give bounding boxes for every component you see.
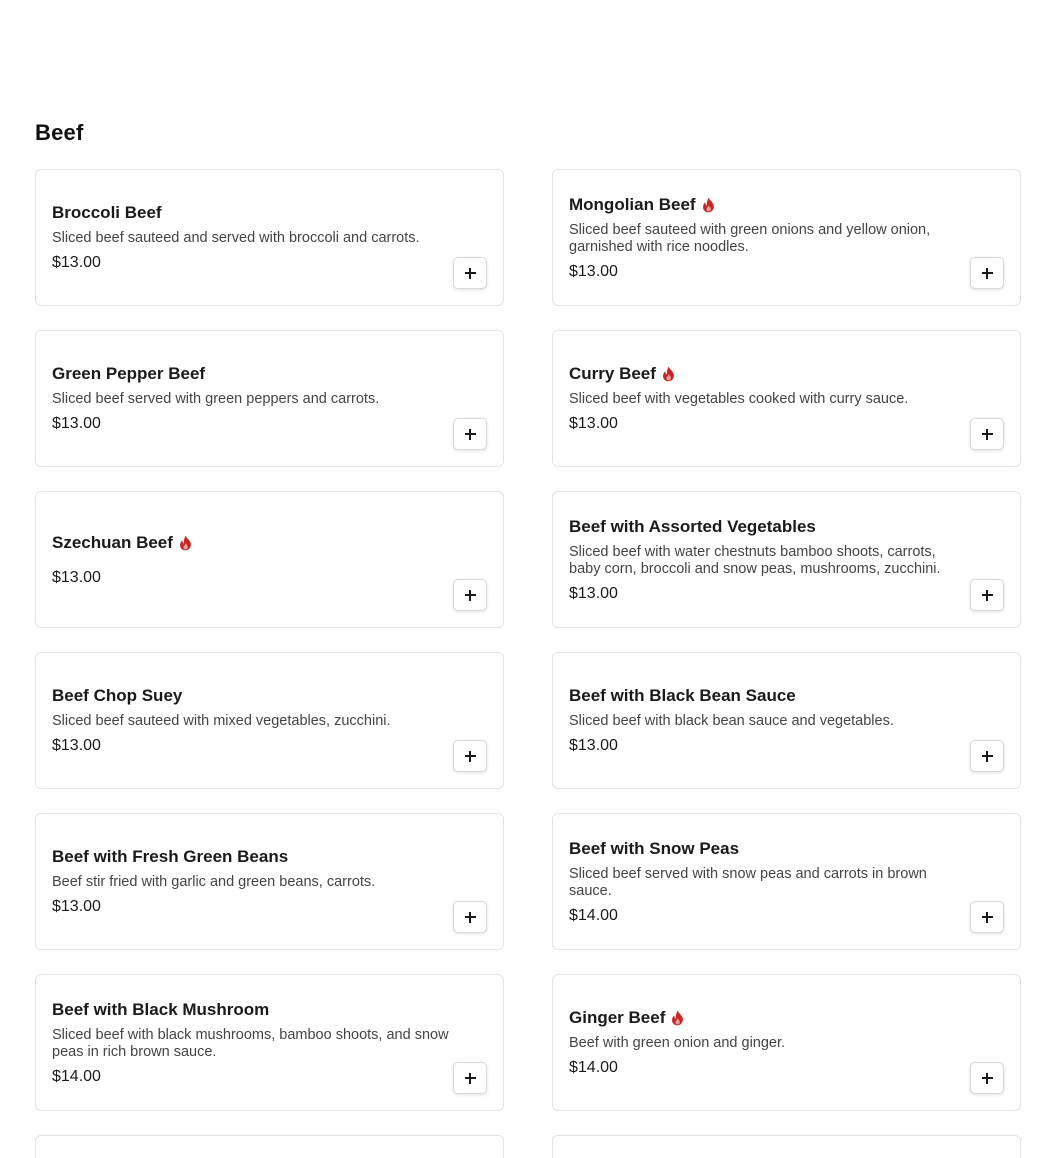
menu-item-card[interactable]: [35, 1135, 504, 1158]
menu-item-description: Sliced beef with water chestnuts bamboo shoots, carrots, baby corn, broccoli and snow peas, mushrooms, zucchini.: [569, 543, 941, 577]
menu-item-content: [52, 685, 452, 756]
menu-item-card[interactable]: [35, 330, 504, 467]
menu-item-name: Mongolian Beef: [569, 194, 696, 214]
menu-item-price: $14.00: [569, 1059, 618, 1076]
menu-item-description: Sliced beef served with snow peas and carrots in brown sauce.: [569, 865, 927, 899]
menu-item-card[interactable]: [35, 974, 504, 1111]
menu-item-name: Beef with Black Bean Sauce: [569, 686, 796, 705]
menu-item-content: [569, 838, 969, 926]
add-to-cart-button[interactable]: [453, 1062, 487, 1094]
add-to-cart-button[interactable]: [453, 418, 487, 450]
menu-item-content: [569, 516, 969, 604]
menu-item-content: [52, 363, 452, 434]
menu-item-content: [52, 202, 452, 273]
menu-item-price: $13.00: [569, 415, 618, 432]
menu-item-card[interactable]: [35, 491, 504, 628]
plus-icon: [465, 912, 476, 923]
menu-item-name: Ginger Beef: [569, 1008, 666, 1027]
menu-item-description: Beef with green onion and ginger.: [569, 1035, 786, 1051]
add-to-cart-button[interactable]: [970, 1062, 1004, 1094]
plus-icon: [465, 268, 476, 279]
plus-icon: [982, 429, 993, 440]
menu-item-price: $13.00: [52, 254, 101, 271]
menu-item-name: Beef with Fresh Green Beans: [52, 847, 289, 866]
menu-item-title-row: [52, 202, 452, 224]
menu-item-name: Curry Beef: [569, 364, 656, 383]
plus-icon: [982, 268, 993, 279]
menu-item-content: [569, 1007, 969, 1078]
menu-item-content: [52, 999, 452, 1087]
plus-icon: [465, 429, 476, 440]
menu-item-title-row: [569, 1007, 969, 1029]
menu-item-card[interactable]: [552, 1135, 1021, 1158]
flame-icon: [671, 1010, 684, 1026]
menu-item-content: [52, 532, 452, 588]
add-to-cart-button[interactable]: [970, 418, 1004, 450]
menu-item-title-row: [569, 194, 969, 216]
menu-item-title-row: [569, 838, 969, 860]
add-to-cart-button[interactable]: [453, 901, 487, 933]
menu-item-description: Sliced beef sauteed and served with broccoli and carrots.: [52, 230, 420, 246]
menu-item-content: [52, 846, 452, 917]
plus-icon: [465, 751, 476, 762]
menu-item-description: Beef stir fried with garlic and green beans, carrots.: [52, 874, 376, 890]
menu-item-description: Sliced beef with black mushrooms, bamboo shoots, and snow peas in rich brown sauce.: [52, 1026, 449, 1060]
menu-item-content: [569, 363, 969, 434]
menu-item-description: Sliced beef with vegetables cooked with curry sauce.: [569, 391, 909, 407]
menu-item-card[interactable]: [35, 652, 504, 789]
menu-item-name: Beef Chop Suey: [52, 686, 183, 705]
menu-item-card[interactable]: [552, 330, 1021, 467]
menu-item-title-row: [569, 685, 969, 707]
add-to-cart-button[interactable]: [970, 579, 1004, 611]
menu-item-card[interactable]: [552, 652, 1021, 789]
menu-grid: [35, 169, 1021, 1158]
menu-item-price: $13.00: [52, 415, 101, 432]
menu-item-title-row: [52, 363, 452, 385]
menu-item-title-row: [569, 516, 969, 538]
menu-item-price: $14.00: [569, 906, 618, 924]
menu-item-title-row: [52, 532, 452, 554]
plus-icon: [465, 1073, 476, 1084]
menu-item-price: $13.00: [569, 737, 618, 754]
add-to-cart-button[interactable]: [453, 257, 487, 289]
flame-icon: [179, 535, 192, 551]
plus-icon: [982, 912, 993, 923]
menu-item-description: Sliced beef served with green peppers and carrots.: [52, 391, 380, 407]
menu-item-price: $13.00: [52, 898, 101, 915]
menu-item-title-row: [52, 685, 452, 707]
menu-item-content: [569, 685, 969, 756]
add-to-cart-button[interactable]: [970, 901, 1004, 933]
section-title: Beef: [35, 120, 84, 145]
menu-item-name: Beef with Black Mushroom: [52, 999, 270, 1019]
menu-item-name: Beef with Assorted Vegetables: [569, 516, 816, 536]
plus-icon: [982, 590, 993, 601]
menu-item-title-row: [52, 846, 452, 868]
plus-icon: [982, 751, 993, 762]
menu-item-price: $13.00: [569, 584, 618, 602]
menu-item-price: $13.00: [569, 262, 618, 280]
menu-item-name: Szechuan Beef: [52, 532, 173, 552]
plus-icon: [465, 590, 476, 601]
add-to-cart-button[interactable]: [453, 740, 487, 772]
menu-item-description: Sliced beef sauteed with green onions and yellow onion, garnished with rice noodles.: [569, 221, 931, 255]
menu-item-content: [569, 194, 969, 282]
menu-item-name: Beef with Snow Peas: [569, 838, 740, 858]
add-to-cart-button[interactable]: [970, 740, 1004, 772]
menu-item-card[interactable]: [35, 813, 504, 950]
menu-item-price: $13.00: [52, 568, 101, 586]
menu-item-card[interactable]: [552, 491, 1021, 628]
flame-icon: [662, 366, 675, 382]
menu-item-card[interactable]: [552, 974, 1021, 1111]
menu-item-card[interactable]: [552, 813, 1021, 950]
menu-item-description: Sliced beef with black bean sauce and vegetables.: [569, 713, 894, 729]
menu-item-description: Sliced beef sauteed with mixed vegetables, zucchini.: [52, 713, 391, 729]
menu-item-card[interactable]: [35, 169, 504, 306]
menu-item-title-row: [52, 999, 452, 1021]
menu-item-card[interactable]: [552, 169, 1021, 306]
add-to-cart-button[interactable]: [970, 257, 1004, 289]
menu-item-price: $14.00: [52, 1067, 101, 1085]
menu-item-name: Broccoli Beef: [52, 203, 162, 222]
flame-icon: [702, 197, 715, 213]
add-to-cart-button[interactable]: [453, 579, 487, 611]
menu-item-name: Green Pepper Beef: [52, 364, 206, 383]
menu-item-price: $13.00: [52, 737, 101, 754]
menu-item-title-row: [569, 363, 969, 385]
plus-icon: [982, 1073, 993, 1084]
